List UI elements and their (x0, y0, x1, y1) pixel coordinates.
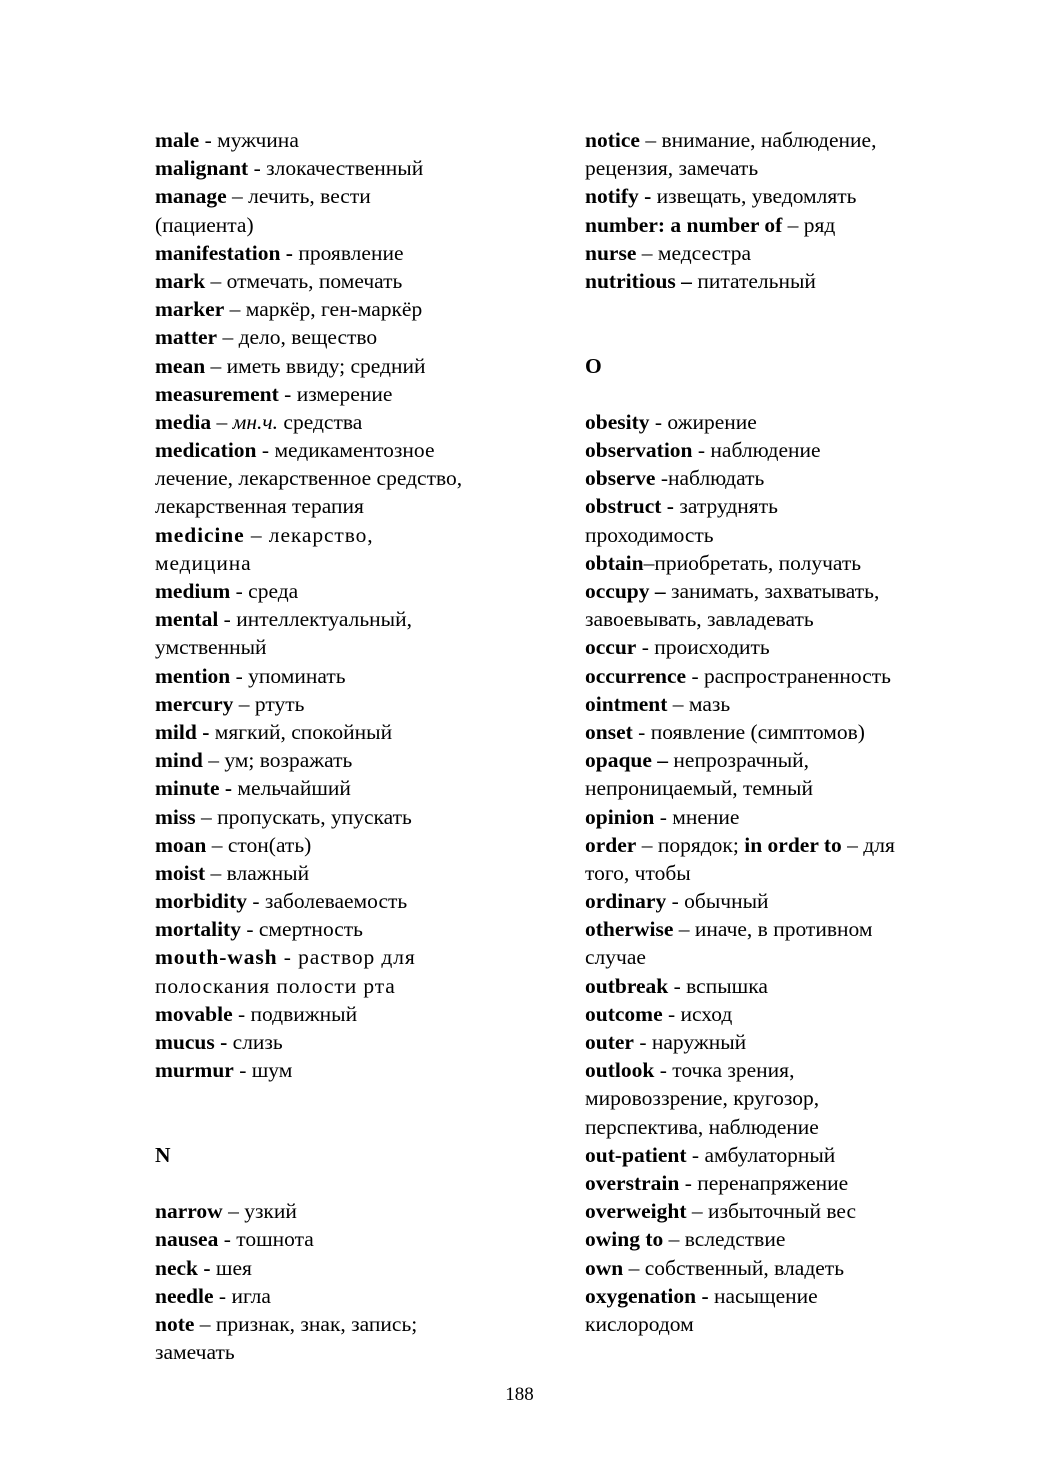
headword: outcome (585, 1001, 663, 1026)
dictionary-entry (585, 1225, 985, 1253)
dictionary-entry (155, 1000, 535, 1028)
dictionary-entry (155, 577, 535, 605)
translation: - тошнота (218, 1227, 314, 1252)
translation: – для (841, 832, 895, 857)
dictionary-entry (585, 436, 985, 464)
headword: mean (155, 353, 206, 378)
dictionary-entry (155, 295, 535, 323)
entry-line (585, 239, 985, 267)
headword: occur (585, 635, 637, 660)
translation: мягкий, спокойный (209, 719, 393, 744)
dictionary-entry (585, 126, 985, 182)
entry-line (585, 633, 985, 661)
section-letter-heading: N (155, 1142, 171, 1167)
translation: слизь (227, 1030, 283, 1054)
translation: лекарственная терапия (155, 494, 364, 519)
translation: - мнение (654, 804, 740, 829)
translation: – избыточный вес (686, 1199, 856, 1224)
translation: занимать, захватывать, (665, 579, 880, 603)
entry-line (155, 380, 535, 408)
translation: – влажный (205, 860, 310, 885)
headword: outbreak (585, 973, 669, 998)
headword: moist (155, 860, 206, 885)
dictionary-entry (155, 436, 535, 521)
translation: - подвижный (232, 1001, 358, 1026)
dictionary-entry (155, 831, 535, 859)
entry-line (155, 182, 535, 210)
translation: - интеллектуальный, (218, 607, 412, 632)
translation: перспектива, наблюдение (585, 1114, 819, 1139)
entry-line (585, 803, 985, 831)
entry-line (585, 549, 985, 577)
entry-line (585, 464, 985, 492)
left-column (155, 126, 535, 1366)
entry-line (585, 605, 985, 633)
dictionary-entry (155, 239, 535, 267)
dictionary-entry (585, 492, 985, 548)
entry-line (585, 408, 985, 436)
translation: лечение, лекарственное средство, (155, 466, 463, 491)
entry-line (155, 662, 535, 690)
entry-line (585, 1282, 985, 1310)
translation: - появление (симптомов) (632, 719, 865, 744)
headword: obstruct - (585, 494, 674, 519)
translation: – (211, 409, 233, 434)
dictionary-entry (585, 803, 985, 831)
dictionary-entry (585, 1056, 985, 1141)
translation: насыщение (708, 1283, 818, 1308)
entry-line (155, 436, 535, 464)
headword: out-patient (585, 1142, 687, 1167)
dictionary-entry (155, 605, 535, 661)
blank-line (585, 295, 985, 323)
entry-line (155, 774, 535, 802)
entry-line (155, 1282, 535, 1310)
translation: питательный (691, 268, 816, 293)
entry-line (155, 1056, 535, 1084)
translation: - вспышка (668, 973, 768, 998)
entry-line (155, 352, 535, 380)
translation: –приобретать, получать (643, 550, 862, 575)
entry-line (585, 1141, 985, 1169)
translation: - обычный (666, 889, 769, 914)
headword: male (155, 128, 200, 152)
translation: мировоззрение, кругозор, (585, 1086, 820, 1111)
headword: narrow (155, 1199, 223, 1224)
translation: – дело, вещество (217, 325, 378, 350)
translation: - мужчина (199, 128, 299, 152)
dictionary-entry (155, 859, 535, 887)
entry-line (585, 492, 985, 520)
headword: mind (155, 748, 203, 773)
headword: needle (155, 1283, 214, 1308)
dictionary-entry (155, 1225, 535, 1253)
entry-line (155, 1254, 535, 1282)
entry-line (155, 859, 535, 887)
entry-line (155, 690, 535, 718)
translation: - игла (213, 1283, 271, 1308)
translation: рецензия, замечать (585, 156, 759, 181)
entry-line (155, 718, 535, 746)
headword: oxygenation - (585, 1283, 709, 1308)
translation: - ожирение (649, 409, 757, 434)
entry-line (155, 521, 535, 549)
translation: непроницаемый, темный (585, 776, 813, 801)
translation: – ртуть (233, 691, 305, 716)
headword: outer (585, 1030, 634, 1054)
dictionary-entry (155, 1282, 535, 1310)
translation: затруднять (673, 494, 778, 519)
headword: nurse (585, 240, 637, 265)
blank-line (155, 1113, 535, 1141)
entry-line (585, 774, 985, 802)
headword: order (585, 832, 637, 857)
entry-line (155, 154, 535, 182)
dictionary-entry (585, 690, 985, 718)
translation: - упоминать (230, 663, 346, 688)
entry-line (155, 408, 535, 436)
dictionary-entry (585, 887, 985, 915)
entry-line (155, 126, 535, 154)
translation: - шум (233, 1058, 293, 1083)
translation: – ряд (782, 212, 836, 237)
entry-line (585, 521, 985, 549)
entry-line (155, 915, 535, 943)
entry-line (155, 605, 535, 633)
dictionary-entry (155, 267, 535, 295)
headword: notify - (585, 184, 652, 209)
entry-line (585, 915, 985, 943)
dictionary-entry (585, 577, 985, 633)
dictionary-entry (155, 803, 535, 831)
entry-line (155, 323, 535, 351)
dictionary-entry (155, 662, 535, 690)
translation: - перенапряжение (679, 1170, 849, 1195)
translation: – лекарство, (244, 522, 374, 547)
dictionary-entry (155, 154, 535, 182)
translation: - среда (230, 579, 299, 603)
entry-line (155, 972, 535, 1000)
dictionary-entry (155, 718, 535, 746)
translation: – порядок; (636, 832, 745, 857)
translation: – медсестра (636, 240, 752, 265)
translation: - измерение (278, 381, 393, 406)
headword: measurement (155, 381, 279, 406)
blank-line (585, 380, 985, 408)
translation: - точка зрения, (654, 1058, 795, 1083)
translation: того, чтобы (585, 860, 691, 885)
entry-line (155, 943, 535, 971)
entry-line (585, 211, 985, 239)
entry-line (585, 267, 985, 295)
translation: – вследствие (663, 1227, 786, 1252)
headword: nutritious – (585, 268, 692, 293)
translation: – отмечать, помечать (205, 268, 403, 293)
dictionary-entry (585, 239, 985, 267)
translation: – мазь (667, 691, 731, 716)
headword: malignant (155, 156, 249, 181)
entry-line (585, 182, 985, 210)
translation: – иначе, в противном (673, 917, 873, 942)
headword: obtain (585, 550, 644, 575)
translation: – пропускать, упускать (195, 804, 412, 829)
translation: - происходить (636, 635, 770, 660)
headword: notice (585, 128, 640, 152)
dictionary-entry (155, 352, 535, 380)
dictionary-entry (155, 408, 535, 436)
entry-line (585, 1084, 985, 1112)
dictionary-entry (585, 267, 985, 295)
dictionary-entry (155, 887, 535, 915)
headword: otherwise (585, 917, 674, 942)
entry-line (155, 1028, 535, 1056)
entry-line (155, 831, 535, 859)
translation: – признак, знак, запись; (194, 1311, 418, 1336)
blank-line (155, 1084, 535, 1112)
dictionary-entry (585, 1000, 985, 1028)
headword: moan (155, 832, 207, 857)
translation: – маркёр, ген-маркёр (224, 297, 423, 322)
entry-line (585, 859, 985, 887)
dictionary-entry (585, 662, 985, 690)
dictionary-entry (585, 746, 985, 802)
entry-line (155, 211, 535, 239)
dictionary-entry (155, 915, 535, 943)
entry-line (585, 690, 985, 718)
entry-line (155, 1225, 535, 1253)
entry-line (155, 549, 535, 577)
translation: шея (210, 1255, 252, 1280)
headword: overstrain (585, 1170, 680, 1195)
entry-line (585, 577, 985, 605)
translation: - раствор для (277, 945, 416, 970)
translation: – внимание, наблюдение, (639, 128, 877, 152)
translation: – иметь ввиду; средний (205, 353, 426, 378)
headword: onset (585, 719, 633, 744)
headword: mention (155, 663, 231, 688)
entry-line (585, 1225, 985, 1253)
dictionary-entry (155, 1310, 535, 1366)
dictionary-entry (155, 521, 535, 577)
headword: neck - (155, 1255, 211, 1280)
entry-line (585, 1169, 985, 1197)
dictionary-entry (585, 1141, 985, 1169)
translation: проявление (292, 240, 404, 265)
entry-line (155, 295, 535, 323)
dictionary-entry (585, 633, 985, 661)
entry-line (155, 267, 535, 295)
translation: – узкий (222, 1199, 297, 1224)
headword: ordinary (585, 889, 667, 914)
headword: mark (155, 268, 206, 293)
translation: - заболеваемость (246, 889, 408, 914)
dictionary-entry (585, 1028, 985, 1056)
translation: завоевывать, завладевать (585, 607, 814, 632)
section-letter-heading: O (585, 353, 602, 378)
entry-line (585, 1254, 985, 1282)
translation: – лечить, вести (226, 184, 371, 209)
translation: -наблюдать (655, 466, 765, 491)
entry-line (155, 1310, 535, 1338)
headword: obesity (585, 409, 650, 434)
dictionary-entry (585, 549, 985, 577)
headword: medium (155, 579, 231, 603)
translation: умственный (155, 635, 267, 660)
entry-line (585, 1113, 985, 1141)
translation: полоскания полости рта (155, 973, 396, 998)
entry-line (155, 803, 535, 831)
dictionary-entry (585, 915, 985, 971)
entry-line (585, 1000, 985, 1028)
entry-line (585, 1028, 985, 1056)
dictionary-entry (585, 211, 985, 239)
dictionary-entry (155, 1028, 535, 1056)
entry-line (585, 436, 985, 464)
headword: nausea (155, 1227, 219, 1252)
headword: minute - (155, 776, 233, 801)
dictionary-entry (155, 1197, 535, 1225)
entry-line (585, 1197, 985, 1225)
translation: (пациента) (155, 212, 254, 237)
headword: morbidity (155, 889, 247, 914)
headword: number: a number of (585, 212, 783, 237)
dictionary-entry (155, 1056, 535, 1084)
headword: opaque – (585, 748, 669, 773)
translation: кислородом (585, 1311, 694, 1336)
dictionary-entry (155, 182, 535, 238)
translation: - амбулаторный (686, 1142, 836, 1167)
headword: mild - (155, 719, 210, 744)
entry-line (155, 633, 535, 661)
dictionary-entry (155, 746, 535, 774)
translation: медицина (155, 550, 252, 575)
headword: mortality (155, 917, 241, 942)
entry-line (155, 492, 535, 520)
translation: замечать (155, 1340, 235, 1365)
headword: occupy – (585, 579, 666, 603)
headword: medicine (155, 522, 245, 547)
translation: - медикаментозное (256, 438, 435, 463)
dictionary-entry (585, 718, 985, 746)
entry-line (155, 577, 535, 605)
entry-line (155, 1338, 535, 1366)
translation: мельчайший (232, 776, 351, 801)
dictionary-entry (155, 943, 535, 999)
translation: - наружный (633, 1030, 747, 1054)
headword: medication (155, 438, 257, 463)
headword: note (155, 1311, 195, 1336)
translation: - исход (662, 1001, 733, 1026)
headword: mercury (155, 691, 234, 716)
headword: ointment (585, 691, 668, 716)
headword: own (585, 1255, 624, 1280)
entry-line (585, 662, 985, 690)
entry-line (585, 126, 985, 154)
translation: мн.ч. (232, 409, 279, 434)
entry-line (155, 464, 535, 492)
headword: observe (585, 466, 656, 491)
headword: manifestation - (155, 240, 293, 265)
headword: mental (155, 607, 219, 632)
translation: средства (278, 409, 363, 434)
dictionary-entry (585, 972, 985, 1000)
dictionary-entry (585, 1169, 985, 1197)
dictionary-entry (155, 323, 535, 351)
entry-line (585, 1056, 985, 1084)
translation: – собственный, владеть (623, 1255, 845, 1280)
headword: mucus - (155, 1030, 228, 1054)
entry-line (585, 943, 985, 971)
dictionary-entry (155, 774, 535, 802)
headword: movable (155, 1001, 233, 1026)
headword: media (155, 409, 212, 434)
dictionary-entry (155, 1254, 535, 1282)
right-column (585, 126, 985, 1338)
entry-line (155, 746, 535, 774)
translation: - наблюдение (692, 438, 821, 463)
headword: mouth-wash (155, 945, 278, 970)
dictionary-entry (585, 1197, 985, 1225)
translation: случае (585, 945, 646, 970)
headword: observation (585, 438, 693, 463)
entry-line (585, 1310, 985, 1338)
page-number: 188 (505, 1384, 534, 1405)
headword: manage (155, 184, 227, 209)
entry-line (585, 746, 985, 774)
headword: overweight (585, 1199, 687, 1224)
translation: - злокачественный (248, 156, 424, 181)
dictionary-entry (585, 831, 985, 887)
translation: – ум; возражать (202, 748, 353, 773)
blank-line (585, 323, 985, 351)
translation: непрозрачный, (668, 748, 810, 773)
dictionary-entry (585, 1254, 985, 1282)
entry-line (585, 887, 985, 915)
entry-line (155, 1197, 535, 1225)
dictionary-entry (155, 690, 535, 718)
headword: marker (155, 297, 225, 322)
entry-line (585, 154, 985, 182)
dictionary-entry (155, 380, 535, 408)
entry-line (155, 1000, 535, 1028)
entry-line (585, 972, 985, 1000)
entry-line (155, 239, 535, 267)
headword: miss (155, 804, 196, 829)
translation: извещать, уведомлять (651, 184, 857, 209)
headword: matter (155, 325, 218, 350)
blank-line (155, 1169, 535, 1197)
dictionary-entry (585, 1282, 985, 1338)
headword: in order to (744, 832, 842, 857)
dictionary-entry (585, 464, 985, 492)
translation: проходимость (585, 522, 714, 547)
entry-line (585, 718, 985, 746)
translation: – стон(ать) (206, 832, 312, 857)
dictionary-entry (155, 126, 535, 154)
dictionary-entry (585, 408, 985, 436)
headword: outlook (585, 1058, 655, 1083)
headword: opinion (585, 804, 655, 829)
translation: - распространенность (686, 663, 891, 688)
headword: owing to (585, 1227, 664, 1252)
entry-line (585, 831, 985, 859)
entry-line (155, 887, 535, 915)
translation: - смертность (240, 917, 363, 942)
dictionary-entry (585, 182, 985, 210)
headword: murmur (155, 1058, 234, 1083)
headword: occurrence (585, 663, 687, 688)
